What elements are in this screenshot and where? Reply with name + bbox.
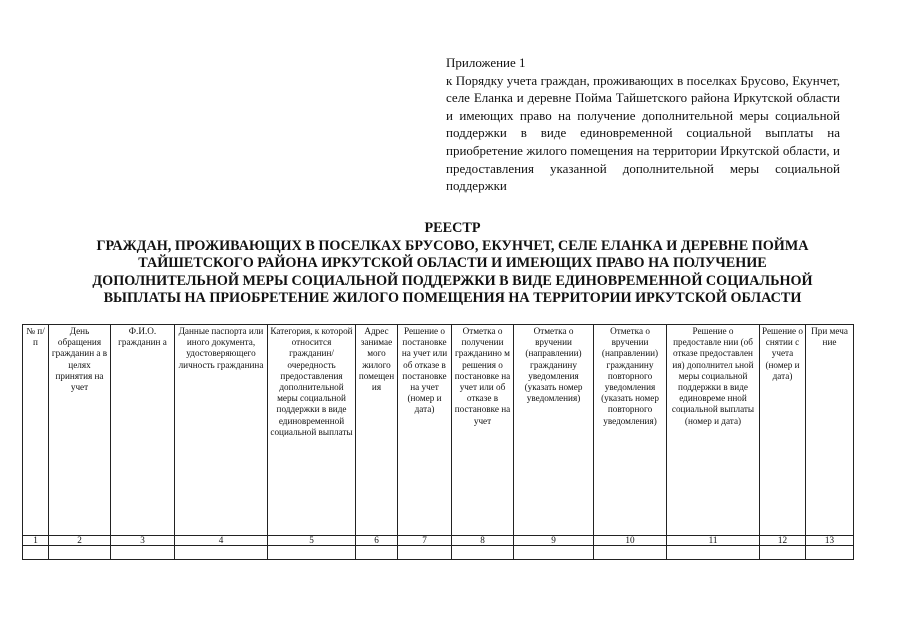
column-header: Отметка о вручении (направлении) гражданину уведомления (указать номер уведомления): [514, 325, 594, 536]
table-cell: [175, 546, 268, 560]
column-number: 8: [452, 536, 514, 546]
column-header: День обращения гражданин а в целях принятия на учет: [49, 325, 111, 536]
column-number: 12: [760, 536, 806, 546]
table-cell: [49, 546, 111, 560]
column-number: 13: [806, 536, 854, 546]
column-number: 3: [111, 536, 175, 546]
table-cell: [806, 546, 854, 560]
table-cell: [667, 546, 760, 560]
column-header: Категория, к которой относится гражданин/ очередность предоставления дополнительной меры социальной поддержки в виде единовременной социальной выплаты: [268, 325, 356, 536]
table-cell: [23, 546, 49, 560]
column-number: 10: [594, 536, 667, 546]
appendix-block: [446, 54, 840, 195]
column-header: № п/п: [23, 325, 49, 536]
table-cell: [398, 546, 452, 560]
column-header: Решение о снятии с учета (номер и дата): [760, 325, 806, 536]
header-row: [23, 325, 854, 536]
table-cell: [594, 546, 667, 560]
column-header: Отметка о получении гражданино м решения о постановке на учет или об отказе в постановке на учет: [452, 325, 514, 536]
table-cell: [452, 546, 514, 560]
registry-title-line: ДОПОЛНИТЕЛЬНОЙ МЕРЫ СОЦИАЛЬНОЙ ПОДДЕРЖКИ В ВИДЕ ЕДИНОВРЕМЕННОЙ СОЦИАЛЬНОЙ: [92, 272, 813, 289]
table-cell: [760, 546, 806, 560]
table-cell: [514, 546, 594, 560]
registry-title-line: ВЫПЛАТЫ НА ПРИОБРЕТЕНИЕ ЖИЛОГО ПОМЕЩЕНИЯ НА ТЕРРИТОРИИ ИРКУТСКОЙ ОБЛАСТИ: [103, 290, 802, 307]
table-cell: [356, 546, 398, 560]
table-cell: [268, 546, 356, 560]
table-cell: [111, 546, 175, 560]
column-header: При меча ние: [806, 325, 854, 536]
column-header: Решение о постановке на учет или об отказе в постановке на учет (номер и дата): [398, 325, 452, 536]
column-number: 11: [667, 536, 760, 546]
column-number: 7: [398, 536, 452, 546]
column-number: 9: [514, 536, 594, 546]
column-number-row: [23, 536, 854, 546]
column-number: 6: [356, 536, 398, 546]
column-header: Решение о предоставле нии (об отказе предоставлен ия) дополнител ьной меры социальной поддержки в виде единовреме нной социальной выплаты (номер и дата): [667, 325, 760, 536]
column-header: Данные паспорта или иного документа, удостоверяющего личность гражданина: [175, 325, 268, 536]
column-header: Ф.И.О. гражданин а: [111, 325, 175, 536]
column-number: 4: [175, 536, 268, 546]
registry-title-line: ГРАЖДАН, ПРОЖИВАЮЩИХ В ПОСЕЛКАХ БРУСОВО, ЕКУНЧЕТ, СЕЛЕ ЕЛАНКА И ДЕРЕВНЕ ПОЙМА: [96, 237, 809, 254]
appendix-title: Приложение 1: [446, 55, 526, 70]
column-header: Отметка о вручении (направлении) гражданину повторного уведомления (указать номер повторного уведомления): [594, 325, 667, 536]
registry-title: [40, 220, 865, 308]
registry-title-line: РЕЕСТР: [424, 220, 481, 236]
registry-title-line: ТАЙШЕТСКОГО РАЙОНА ИРКУТСКОЙ ОБЛАСТИ И ИМЕЮЩИХ ПРАВО НА ПОЛУЧЕНИЕ: [138, 255, 767, 272]
column-number: 1: [23, 536, 49, 546]
column-number: 2: [49, 536, 111, 546]
column-header: Адрес занимае мого жилого помещен ия: [356, 325, 398, 536]
registry-table: [22, 324, 854, 560]
column-number: 5: [268, 536, 356, 546]
table-row: [23, 546, 854, 560]
appendix-text: к Порядку учета граждан, проживающих в поселках Брусово, Екунчет, селе Еланка и деревне Пойма Тайшетского района Иркутской области и имеющих право на получение дополнительной меры социальной поддержки в виде единовременной социальной выплаты на приобретение жилого помещения на территории Иркутской области, и предоставления указанной дополнительной меры социальной поддержки: [446, 72, 840, 194]
